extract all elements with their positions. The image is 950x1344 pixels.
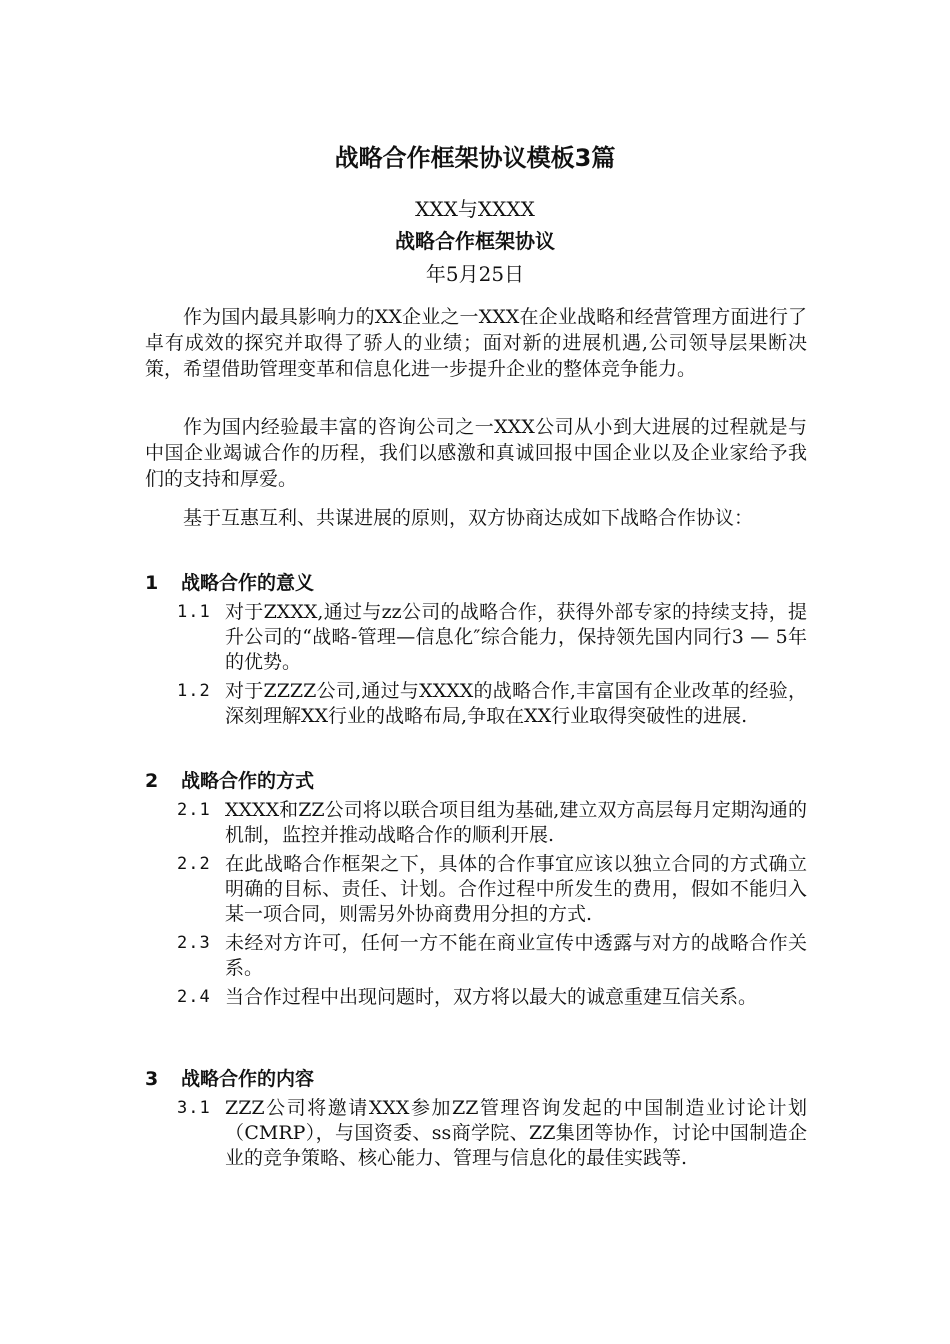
list-item <box>145 852 807 927</box>
parties-line: XXX与XXXX <box>415 197 535 221</box>
section-1 <box>145 568 807 733</box>
section-number: 3 <box>145 1068 159 1090</box>
list-item <box>145 985 807 1010</box>
section-title: 战略合作的内容 <box>181 1068 315 1090</box>
section-number: 2 <box>145 770 159 792</box>
section-title: 战略合作的方式 <box>181 770 315 792</box>
section-title: 战略合作的意义 <box>181 572 315 594</box>
item-number: 2.1 <box>177 800 211 820</box>
item-number: 1.1 <box>177 602 211 622</box>
item-number: 2.2 <box>177 854 211 874</box>
list-item <box>145 931 807 981</box>
item-number: 2.3 <box>177 933 211 953</box>
document-title: 战略合作框架协议模板3篇 <box>334 144 616 172</box>
list-item <box>145 600 807 675</box>
item-text: 对于ZZZZ公司,通过与XXXX的战略合作,丰富国有企业改革的经验，深刻理解XX行业的战略布局,争取在XX行业取得突破性的进展. <box>225 680 807 727</box>
list-item <box>145 679 807 729</box>
item-number: 2.4 <box>177 987 211 1007</box>
section-number: 1 <box>145 572 159 594</box>
agreement-name: 战略合作框架协议 <box>395 229 555 253</box>
section-heading <box>145 766 807 796</box>
item-text: 在此战略合作框架之下，具体的合作事宜应该以独立合同的方式确立明确的目标、责任、计划。合作过程中所发生的费用，假如不能归入某一项合同，则需另外协商费用分担的方式. <box>225 853 807 925</box>
section-2 <box>145 766 807 1014</box>
item-text: XXXX和ZZ公司将以联合项目组为基础,建立双方高层每月定期沟通的机制，监控并推动战略合作的顺利开展. <box>225 799 807 846</box>
intro-paragraph-2: 作为国内经验最丰富的咨询公司之一XXX公司从小到大进展的过程就是与中国企业竭诚合作的历程，我们以感激和真诚回报中国企业以及企业家给予我们的支持和厚爱。 <box>145 416 807 490</box>
list-item <box>145 798 807 848</box>
intro-paragraph-1: 作为国内最具影响力的XX企业之一XXX在企业战略和经营管理方面进行了卓有成效的探究并取得了骄人的业绩；面对新的进展机遇,公司领导层果断决策，希望借助管理变革和信息化进一步提升企业的整体竞争能力。 <box>145 306 807 380</box>
section-heading <box>145 1064 807 1094</box>
section-heading <box>145 568 807 598</box>
item-text: 当合作过程中出现问题时，双方将以最大的诚意重建互信关系。 <box>225 986 758 1008</box>
item-number: 1.2 <box>177 681 211 701</box>
intro-paragraph-3: 基于互惠互利、共谋进展的原则，双方协商达成如下战略合作协议： <box>183 507 754 529</box>
list-item <box>145 1096 807 1171</box>
item-number: 3.1 <box>177 1098 211 1118</box>
section-3 <box>145 1064 807 1175</box>
item-text: 对于ZXXX,通过与zz公司的战略合作，获得外部专家的持续支持，提升公司的“战略-管理—信息化″综合能力，保持领先国内同行3 — 5年的优势。 <box>225 601 807 673</box>
item-text: ZZZ公司将邀请XXX参加ZZ管理咨询发起的中国制造业讨论计划（CMRP），与国资委、ss商学院、ZZ集团等协作，讨论中国制造企业的竞争策略、核心能力、管理与信息化的最佳实践等. <box>225 1097 807 1169</box>
agreement-date: 年5月25日 <box>425 262 525 286</box>
item-text: 未经对方许可，任何一方不能在商业宣传中透露与对方的战略合作关系。 <box>225 932 807 979</box>
